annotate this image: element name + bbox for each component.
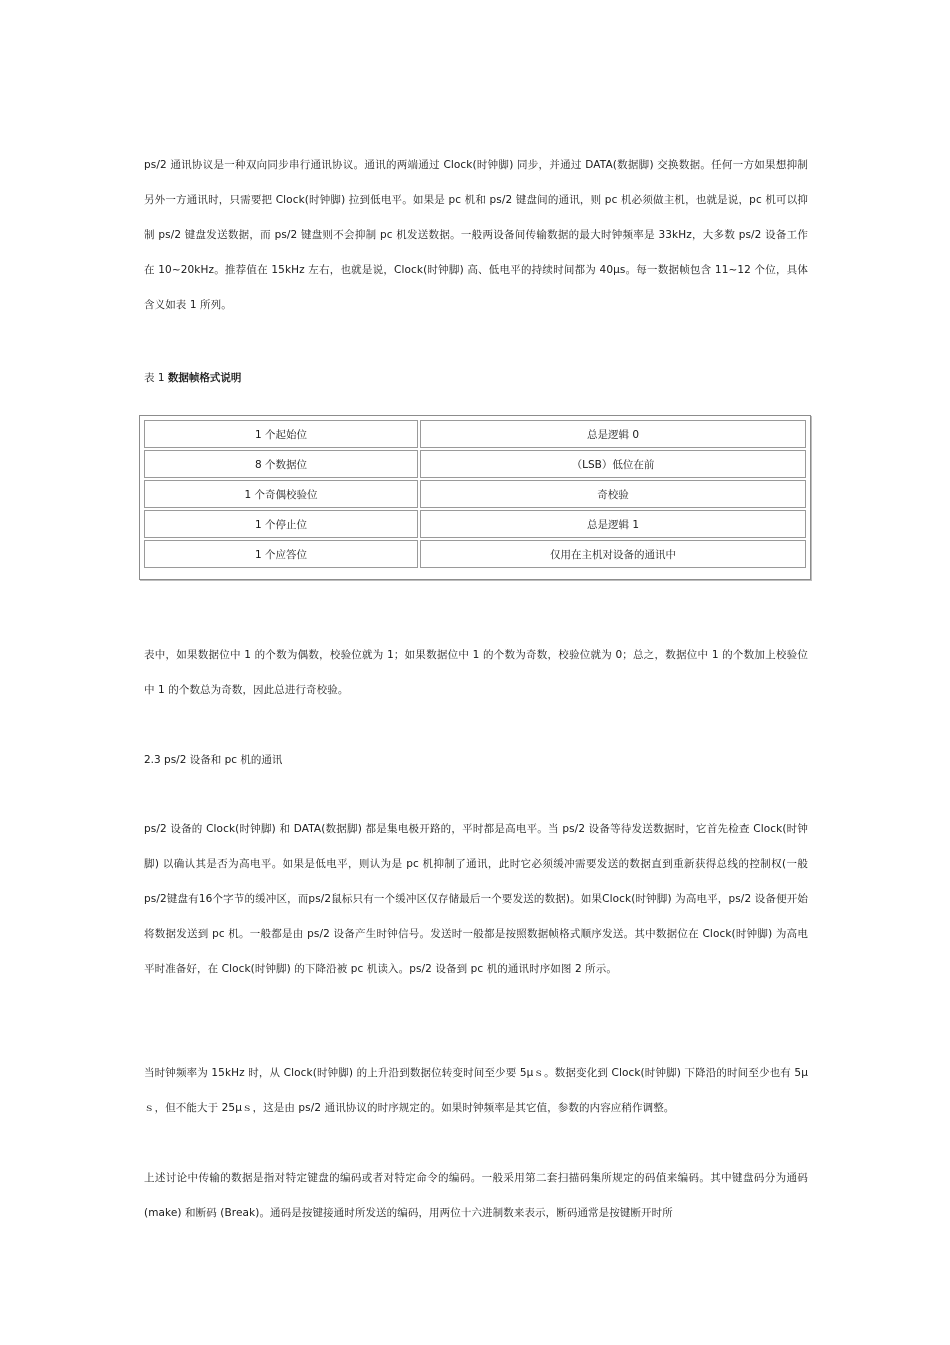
table-cell-field: 1 个停止位 xyxy=(144,510,418,538)
communication-paragraph: ps/2 设备的 Clock(时钟脚) 和 DATA(数据脚) 都是集电极开路的，平时都是高电平。当 ps/2 设备等待发送数据时，它首先检查 Clock(时钟脚) 以确认其是否为高电平。如果是低电平，则认为是 pc 机抑制了通讯，此时它必须缓冲需要发送的数据直到重新获得总线的控制权(一般ps/2键盘有16个字节的缓冲区，而ps/2鼠标只有一个缓冲区仅存储最后一个要发送的数据)。如果Clock(时钟脚) 为高电平，ps/2 设备便开始将数据发送到 pc 机。一般都是由 ps/2 设备产生时钟信号。发送时一般都是按照数据帧格式顺序发送。其中数据位在 Clock(时钟脚) 为高电平时准备好，在 Clock(时钟脚) 的下降沿被 pc 机读入。ps/2 设备到 pc 机的通讯时序如图 2 所示。 xyxy=(144,823,808,975)
section-heading: 2.3 ps/2 设备和 pc 机的通讯 xyxy=(144,754,283,766)
table-cell-meaning: 总是逻辑 0 xyxy=(420,420,806,448)
data-frame-table xyxy=(139,415,811,580)
intro-paragraph: ps/2 通讯协议是一种双向同步串行通讯协议。通讯的两端通过 Clock(时钟脚) 同步，并通过 DATA(数据脚) 交换数据。任何一方如果想抑制另外一方通讯时，只需要把 Clock(时钟脚) 拉到低电平。如果是 pc 机和 ps/2 键盘间的通讯，则 pc 机必须做主机，也就是说，pc 机可以抑制 ps/2 键盘发送数据，而 ps/2 键盘则不会抑制 pc 机发送数据。一般两设备间传输数据的最大时钟频率是 33kHz，大多数 ps/2 设备工作在 10~20kHz。推荐值在 15kHz 左右，也就是说，Clock(时钟脚) 高、低电平的持续时间都为 40μs。每一数据帧包含 11~12 个位，具体含义如表 1 所列。 xyxy=(144,159,808,311)
table-cell-meaning: 总是逻辑 1 xyxy=(420,510,806,538)
table-cell-meaning: 仅用在主机对设备的通讯中 xyxy=(420,540,806,568)
timing-paragraph: 当时钟频率为 15kHz 时，从 Clock(时钟脚) 的上升沿到数据位转变时间至少要 5μｓ。数据变化到 Clock(时钟脚) 下降沿的时间至少也有 5μｓ，但不能大于 25μｓ，这是由 ps/2 通讯协议的时序规定的。如果时钟频率是其它值，参数的内容应稍作调整。 xyxy=(144,1067,808,1114)
table-row xyxy=(144,480,806,508)
encoding-paragraph: 上述讨论中传输的数据是指对特定键盘的编码或者对特定命令的编码。一般采用第二套扫描码集所规定的码值来编码。其中键盘码分为通码(make) 和断码 (Break)。通码是按键接通时所发送的编码，用两位十六进制数来表示，断码通常是按键断开时所 xyxy=(144,1172,808,1219)
table-row xyxy=(144,510,806,538)
table-row xyxy=(144,420,806,448)
table-row xyxy=(144,450,806,478)
parity-paragraph: 表中，如果数据位中 1 的个数为偶数，校验位就为 1；如果数据位中 1 的个数为奇数，校验位就为 0；总之，数据位中 1 的个数加上校验位中 1 的个数总为奇数，因此总进行奇校验。 xyxy=(144,649,808,696)
table-cell-field: 1 个奇偶校验位 xyxy=(144,480,418,508)
table-cell-field: 1 个应答位 xyxy=(144,540,418,568)
table-cell-meaning: 奇校验 xyxy=(420,480,806,508)
table-row xyxy=(144,540,806,568)
table-caption-title: 数据帧格式说明 xyxy=(167,372,242,384)
table-cell-field: 8 个数据位 xyxy=(144,450,418,478)
table-caption xyxy=(144,368,241,388)
table-cell-field: 1 个起始位 xyxy=(144,420,418,448)
table-cell-meaning: （LSB）低位在前 xyxy=(420,450,806,478)
table-caption-label: 表 1 xyxy=(144,372,168,384)
data-frame-table-grid xyxy=(142,418,808,570)
